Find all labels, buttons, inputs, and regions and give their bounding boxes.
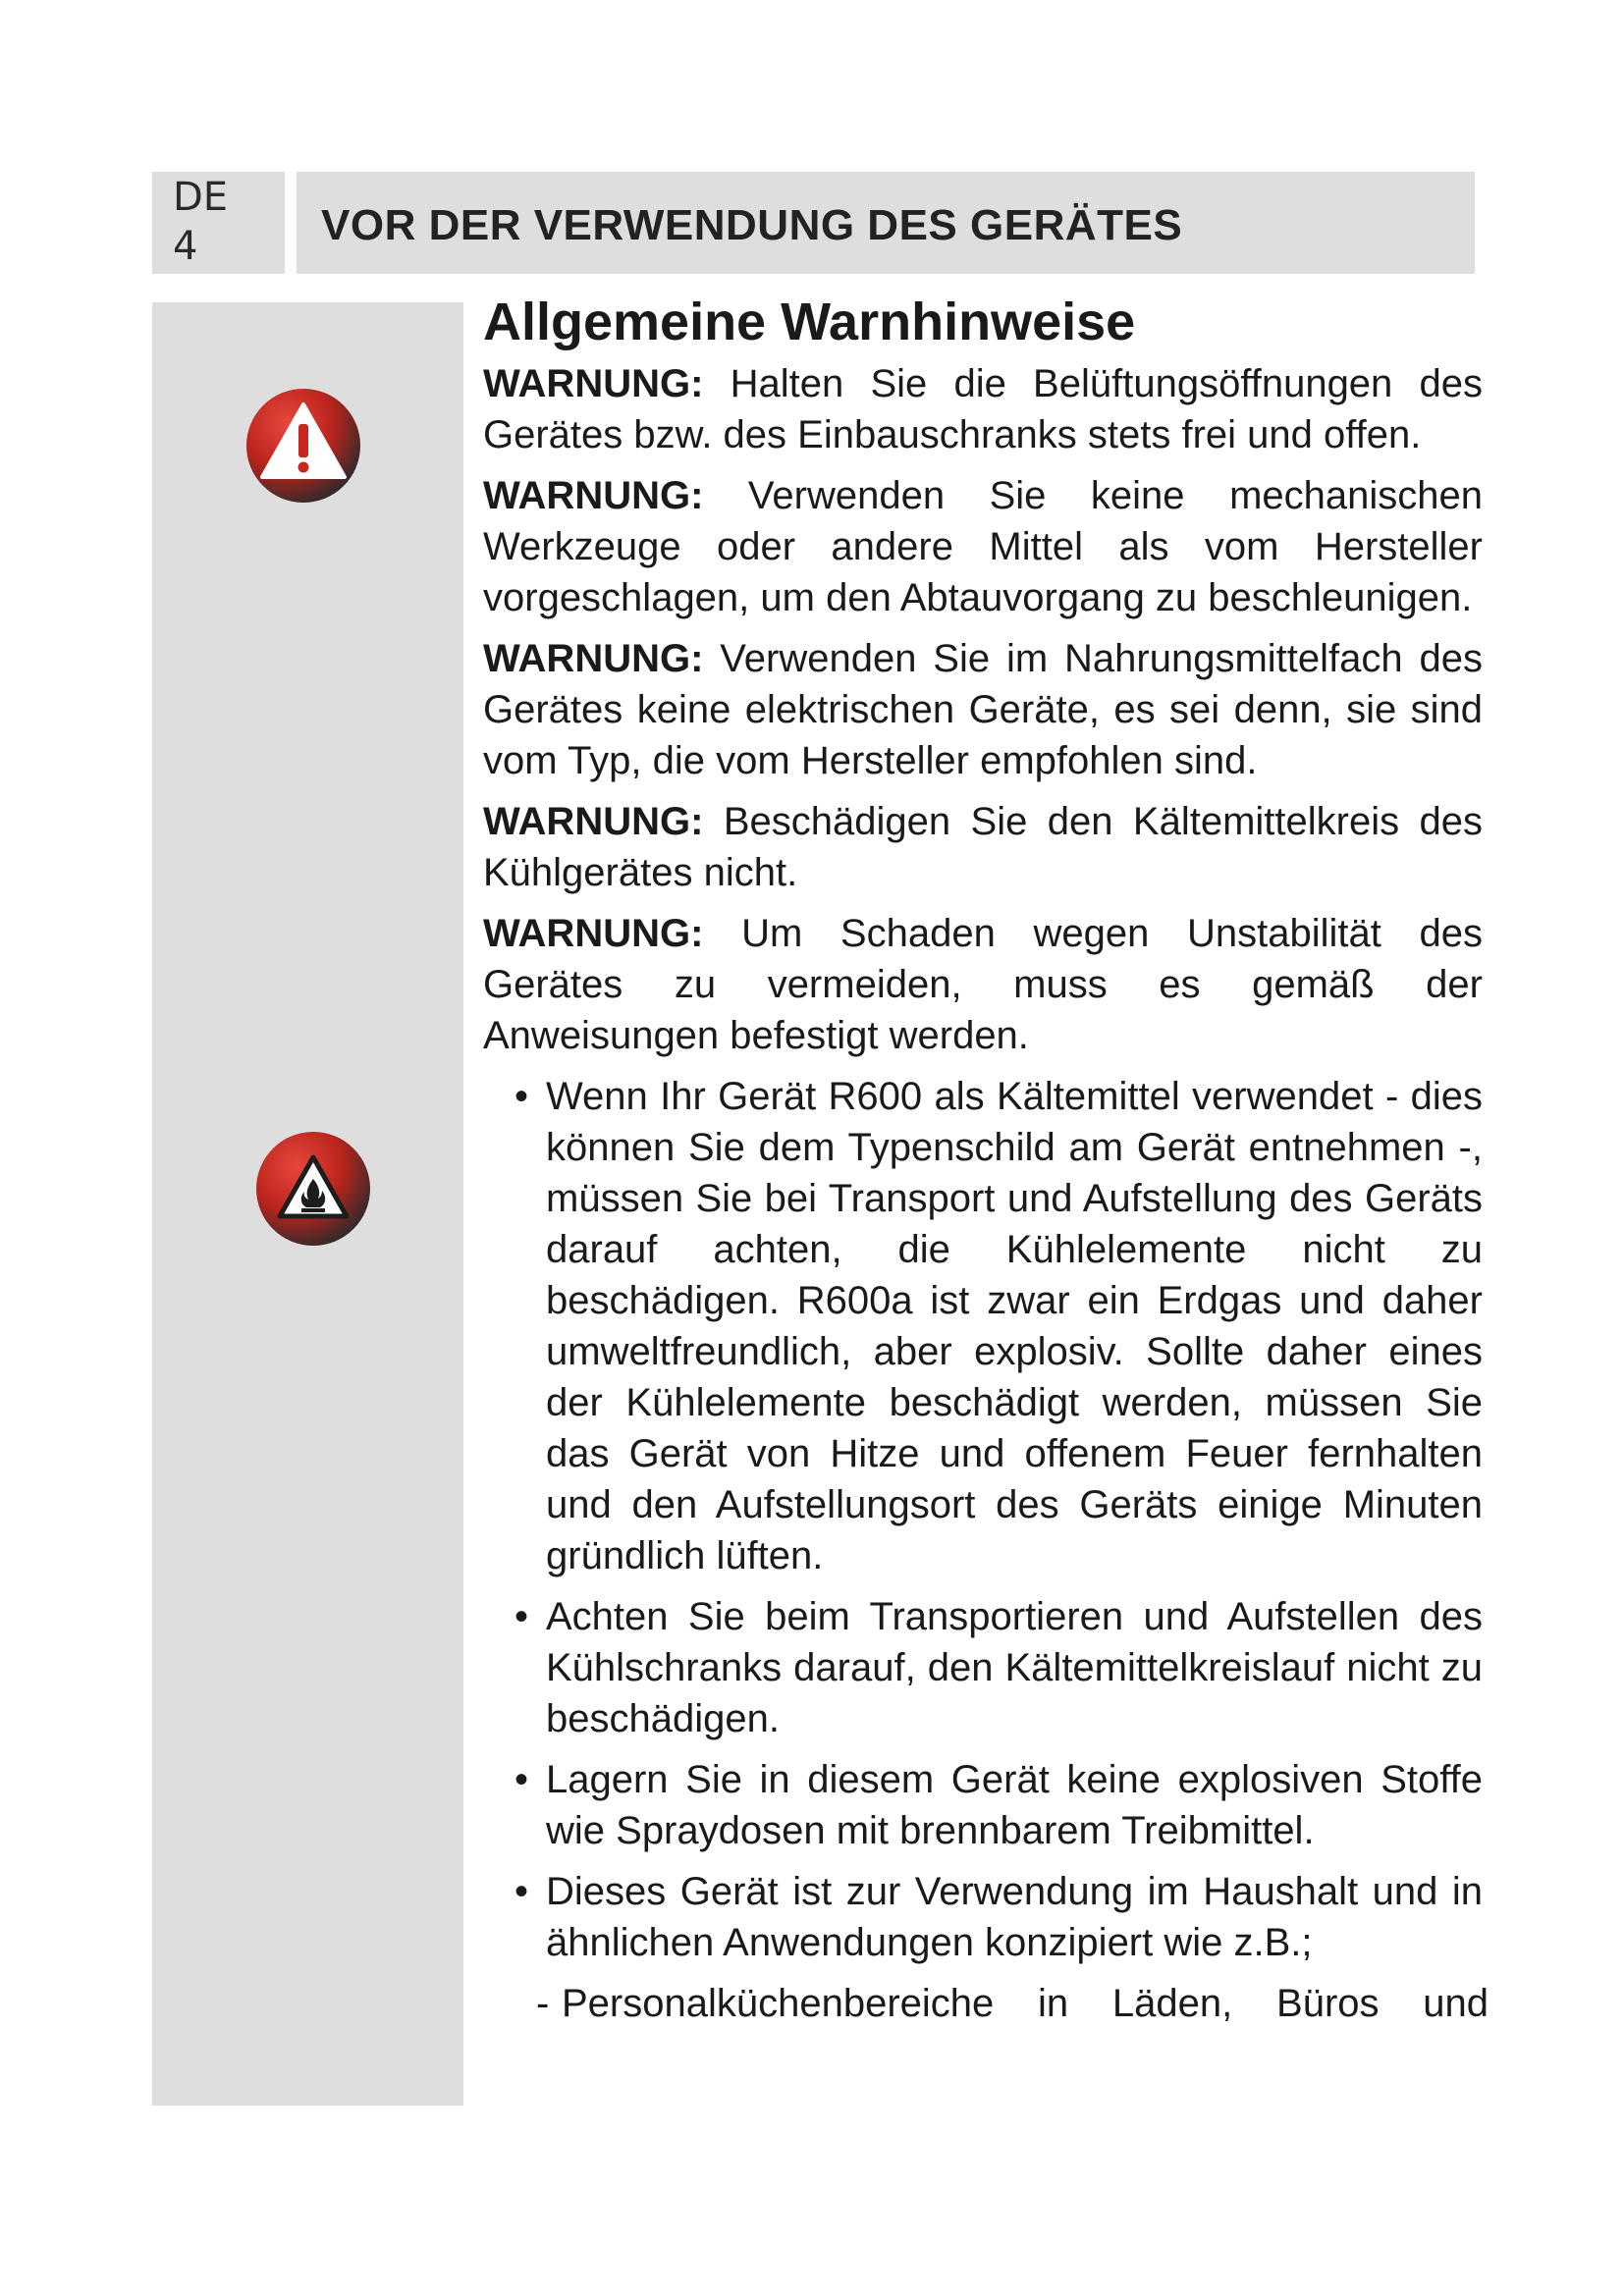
list-item-text: Achten Sie beim Transportieren und Aufstellen des Kühlschranks darauf, den Kältemittelkreislauf nicht zu beschädigen. [546, 1595, 1483, 1740]
list-item [514, 1866, 1483, 1968]
dash-item-text: Personalküchenbereiche in Läden, Büros und [562, 1982, 1489, 2025]
warning-text: Beschädigen Sie den Kältemittelkreis des Kühlgerätes nicht. [483, 800, 1483, 894]
warning-paragraph [483, 796, 1483, 898]
warning-text: Halten Sie die Belüftungsöffnungen des Gerätes bzw. des Einbauschranks stets frei und offen. [483, 362, 1483, 456]
warning-label: WARNUNG: [483, 912, 704, 955]
flammable-icon [254, 1130, 372, 1248]
warning-paragraph [483, 358, 1483, 460]
list-item-text: Wenn Ihr Gerät R600 als Kältemittel verwendet - dies können Sie dem Typenschild am Gerät entnehmen -, müssen Sie bei Transport und Aufstellung des Geräts darauf achten, die Kühlelemente nicht zu beschädigen. R600a ist zwar ein Erdgas und daher umweltfreundlich, aber explosiv. Sollte daher eines der Kühlelemente beschädigt werden, müssen Sie das Gerät von Hitze und offenem Feuer fernhalten und den Aufstellungsort des Geräts einige Minuten gründlich lüften. [546, 1075, 1483, 1577]
bullet-symbol: • [514, 1870, 529, 1913]
warning-paragraph [483, 633, 1483, 786]
page-number: 4 [173, 224, 198, 269]
warning-label: WARNUNG: [483, 474, 704, 517]
warning-label: WARNUNG: [483, 800, 704, 843]
language-page-box [152, 172, 285, 274]
list-item [514, 1754, 1483, 1856]
section-title: Allgemeine Warnhinweise [483, 293, 1136, 351]
warning-text: Verwenden Sie im Nahrungsmittelfach des Gerätes keine elektrischen Geräte, es sei denn, sie sind vom Typ, die vom Hersteller empfohlen sind. [483, 637, 1483, 782]
bullet-list [483, 1071, 1483, 1968]
warning-text: Um Schaden wegen Unstabilität des Gerätes zu vermeiden, muss es gemäß der Anweisungen befestigt werden. [483, 912, 1483, 1057]
list-item-text: Lagern Sie in diesem Gerät keine explosiven Stoffe wie Spraydosen mit brennbarem Treibmittel. [546, 1758, 1483, 1852]
bullet-symbol: • [514, 1075, 529, 1118]
main-content [483, 290, 1489, 2029]
bullet-symbol: • [514, 1595, 529, 1638]
warning-paragraph [483, 908, 1483, 1061]
language-code: DE [173, 175, 229, 220]
warning-label: WARNUNG: [483, 637, 704, 680]
list-item [514, 1591, 1483, 1744]
list-item-text: Dieses Gerät ist zur Verwendung im Haushalt und in ähnlichen Anwendungen konzipiert wie z.B.; [546, 1870, 1483, 1964]
list-item [514, 1071, 1483, 1581]
warning-text: Verwenden Sie keine mechanischen Werkzeuge oder andere Mittel als vom Hersteller vorgeschlagen, um den Abtauvorgang zu beschleunigen. [483, 474, 1483, 619]
chapter-title: VOR DER VERWENDUNG DES GERÄTES [321, 201, 1183, 249]
dash-list-item [483, 1978, 1489, 2029]
bullet-symbol: • [514, 1758, 529, 1801]
chapter-header [297, 172, 1475, 274]
warning-paragraph [483, 470, 1483, 623]
dash-symbol: - [536, 1982, 550, 2025]
warning-triangle-icon [244, 387, 362, 505]
warning-label: WARNUNG: [483, 362, 704, 405]
